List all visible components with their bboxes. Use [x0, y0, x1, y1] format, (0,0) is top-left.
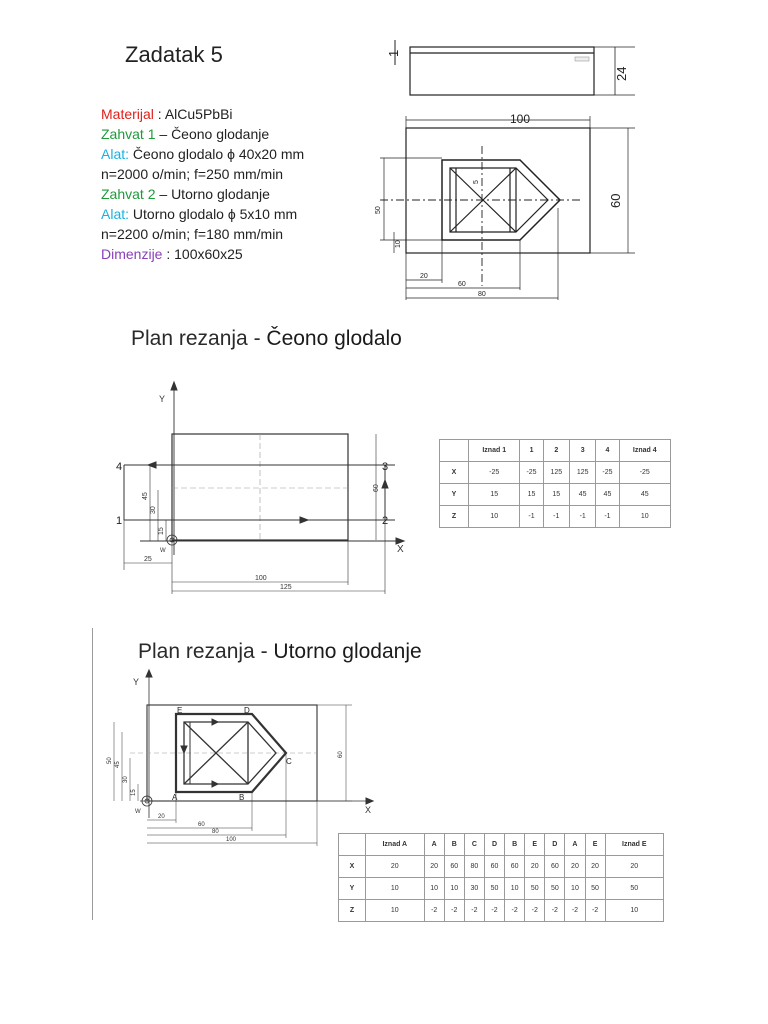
- section1-title-prefix: Plan rezanja -: [131, 327, 267, 350]
- spec-value: n=2000 o/min; f=250 mm/min: [101, 166, 284, 182]
- path-arrow: [148, 462, 156, 468]
- table-header: Iznad 4: [619, 440, 670, 462]
- table-cell: 20: [525, 856, 545, 878]
- table-cell: -2: [545, 900, 565, 922]
- spec-key: Dimenzije: [101, 246, 163, 262]
- table-cell: -1: [543, 506, 569, 528]
- table-header: D: [545, 834, 565, 856]
- table-header: B: [505, 834, 525, 856]
- table-header: 3: [569, 440, 595, 462]
- table-cell: X: [339, 856, 366, 878]
- point-label-2: 2: [382, 515, 389, 527]
- table-cell: 20: [605, 856, 663, 878]
- dim-25: 25: [144, 556, 152, 563]
- table-cell: 15: [469, 484, 520, 506]
- table-cell: -2: [505, 900, 525, 922]
- table-cell: 20: [565, 856, 585, 878]
- table-cell: Y: [339, 878, 366, 900]
- table-cell: 10: [366, 900, 425, 922]
- point-label-d: D: [244, 706, 250, 715]
- table-cell: 10: [469, 506, 520, 528]
- table-row: [440, 462, 671, 484]
- table-header: 2: [543, 440, 569, 462]
- table-header: E: [525, 834, 545, 856]
- dim-offset-x: 20: [420, 273, 428, 280]
- table-cell: -1: [520, 506, 543, 528]
- section2-title-main: Utorno glodanje: [273, 640, 422, 663]
- dim-50: 50: [107, 757, 113, 764]
- dim-step: 1: [386, 49, 401, 57]
- dim-15: 15: [158, 527, 165, 535]
- side-outline: [410, 47, 594, 95]
- table-cell: 125: [569, 462, 595, 484]
- spec-value: Čeono glodalo ϕ 40x20 mm: [132, 146, 305, 162]
- table-row: [440, 506, 671, 528]
- table-cell: -2: [525, 900, 545, 922]
- table-cell: -25: [596, 462, 619, 484]
- table-cell: Y: [440, 484, 469, 506]
- table-cell: 45: [596, 484, 619, 506]
- slot-milling-plan: [100, 668, 375, 848]
- table-cell: Z: [339, 900, 366, 922]
- table-cell: Z: [440, 506, 469, 528]
- point-label-b: B: [239, 793, 245, 802]
- dim-30: 30: [150, 506, 157, 514]
- axis-y-label: Y: [159, 394, 166, 404]
- part-top-view: [370, 108, 645, 303]
- spec-line: [101, 124, 381, 144]
- section1-title-main: Čeono glodalo: [266, 327, 402, 350]
- dim-20: 20: [158, 814, 165, 820]
- face-milling-plan: [110, 380, 410, 600]
- table-cell: -2: [464, 900, 484, 922]
- origin-label: W: [135, 809, 141, 815]
- table-header: A: [424, 834, 444, 856]
- table-row: [339, 856, 664, 878]
- table-cell: 50: [525, 878, 545, 900]
- dim-60v: 60: [338, 751, 344, 758]
- section1-title: [131, 327, 402, 351]
- part-side-view: [386, 35, 640, 105]
- table-cell: 20: [366, 856, 425, 878]
- top-outline: [406, 128, 590, 253]
- path-arrow: [300, 517, 308, 523]
- point-label-3: 3: [382, 461, 389, 473]
- table-cell: 10: [366, 878, 425, 900]
- dim-15: 15: [131, 789, 137, 796]
- axis-x-label: X: [397, 544, 404, 555]
- path-arrow: [382, 480, 388, 488]
- table-cell: 50: [585, 878, 605, 900]
- dim-45: 45: [142, 492, 149, 500]
- table-header-row: [339, 834, 664, 856]
- spec-key: Zahvat 1: [101, 126, 156, 142]
- slot-milling-table: [338, 833, 664, 922]
- page-title: Zadatak 5: [125, 42, 223, 67]
- origin-label: W: [160, 548, 166, 554]
- dim-100: 100: [255, 575, 267, 582]
- dim-100: 100: [226, 837, 237, 843]
- table-cell: -2: [484, 900, 504, 922]
- table-header: Iznad A: [366, 834, 425, 856]
- axis-x-label: X: [365, 805, 372, 815]
- spec-value: AlCu5PbBi: [164, 106, 233, 122]
- spec-line: [101, 164, 381, 184]
- spec-line: [101, 104, 381, 124]
- side-detail: [575, 57, 589, 61]
- table-cell: 10: [505, 878, 525, 900]
- table-cell: -25: [469, 462, 520, 484]
- table-cell: 45: [569, 484, 595, 506]
- spec-value: 100x60x25: [174, 246, 243, 262]
- spec-value: n=2200 o/min; f=180 mm/min: [101, 226, 284, 242]
- spec-value: Čeono glodanje: [171, 126, 270, 142]
- dim-60: 60: [373, 484, 380, 492]
- table-cell: 80: [464, 856, 484, 878]
- dim-offset-y: 10: [395, 240, 402, 248]
- dim-80: 80: [478, 291, 486, 298]
- table-cell: 60: [484, 856, 504, 878]
- table-row: [440, 484, 671, 506]
- dim-small: 5: [473, 180, 480, 184]
- table-header: C: [464, 834, 484, 856]
- table-header: B: [444, 834, 464, 856]
- section2-title: [138, 640, 422, 664]
- table-row: [339, 900, 664, 922]
- path-arrow: [212, 719, 218, 725]
- table-header: Iznad E: [605, 834, 663, 856]
- table-header: 4: [596, 440, 619, 462]
- spec-line: [101, 224, 381, 244]
- table-header-row: [440, 440, 671, 462]
- table-cell: 20: [585, 856, 605, 878]
- spec-key: Alat:: [101, 206, 130, 222]
- table-cell: 50: [545, 878, 565, 900]
- path-arrow: [181, 746, 187, 753]
- table-cell: 15: [543, 484, 569, 506]
- dim-thickness: 24: [614, 66, 629, 81]
- table-cell: -2: [565, 900, 585, 922]
- table-cell: 60: [505, 856, 525, 878]
- spec-value: Utorno glodanje: [171, 186, 270, 202]
- axis-y-label: Y: [133, 677, 140, 687]
- table-cell: 60: [545, 856, 565, 878]
- section2-title-prefix: Plan rezanja -: [138, 640, 274, 663]
- table-header: [339, 834, 366, 856]
- table-row: [339, 878, 664, 900]
- table-cell: -1: [569, 506, 595, 528]
- spec-block: [101, 104, 381, 264]
- table-cell: 10: [605, 900, 663, 922]
- spec-key: Zahvat 2: [101, 186, 156, 202]
- table-cell: 30: [464, 878, 484, 900]
- table-cell: -2: [444, 900, 464, 922]
- y-axis-arrow: [146, 670, 152, 677]
- point-label-4: 4: [116, 461, 123, 473]
- face-milling-table: [439, 439, 671, 528]
- point-label-1: 1: [116, 515, 123, 527]
- dim-125: 125: [280, 584, 292, 591]
- spec-key: Materijal: [101, 106, 154, 122]
- spec-line: [101, 244, 381, 264]
- dim-60: 60: [458, 281, 466, 288]
- table-cell: 125: [543, 462, 569, 484]
- table-header: A: [565, 834, 585, 856]
- table-cell: -2: [585, 900, 605, 922]
- table-cell: 15: [520, 484, 543, 506]
- dim-height: 60: [608, 193, 623, 208]
- table-cell: 50: [484, 878, 504, 900]
- table-cell: X: [440, 462, 469, 484]
- table-cell: -2: [424, 900, 444, 922]
- section2-divider: [92, 628, 93, 920]
- point-label-a: A: [172, 793, 178, 802]
- spec-line: [101, 204, 381, 224]
- table-cell: -1: [596, 506, 619, 528]
- dim-width: 100: [510, 112, 531, 126]
- table-cell: 50: [605, 878, 663, 900]
- spec-sep: :: [162, 246, 175, 262]
- dim-60: 60: [198, 822, 205, 828]
- spec-key: Alat:: [101, 146, 130, 162]
- dim-80: 80: [212, 829, 219, 835]
- table-cell: 20: [424, 856, 444, 878]
- spec-line: [101, 184, 381, 204]
- path-arrow: [212, 781, 218, 787]
- dim-45: 45: [115, 761, 121, 768]
- point-label-c: C: [286, 757, 292, 766]
- table-cell: 10: [565, 878, 585, 900]
- table-header: 1: [520, 440, 543, 462]
- spec-sep: –: [155, 186, 172, 202]
- table-cell: 60: [444, 856, 464, 878]
- spec-line: [101, 144, 381, 164]
- dim-inner-height: 50: [375, 206, 382, 214]
- table-header: E: [585, 834, 605, 856]
- table-cell: 10: [619, 506, 670, 528]
- table-cell: 10: [424, 878, 444, 900]
- table-cell: 10: [444, 878, 464, 900]
- table-cell: 45: [619, 484, 670, 506]
- table-cell: -25: [619, 462, 670, 484]
- table-header: [440, 440, 469, 462]
- spec-sep: –: [155, 126, 172, 142]
- y-axis-arrow: [171, 382, 177, 390]
- dim-30: 30: [123, 776, 129, 783]
- table-header: Iznad 1: [469, 440, 520, 462]
- table-cell: -25: [520, 462, 543, 484]
- x-axis-arrow: [366, 798, 373, 804]
- table-header: D: [484, 834, 504, 856]
- spec-sep: :: [153, 106, 165, 122]
- spec-value: Utorno glodalo ϕ 5x10 mm: [132, 206, 298, 222]
- point-label-e: E: [177, 706, 183, 715]
